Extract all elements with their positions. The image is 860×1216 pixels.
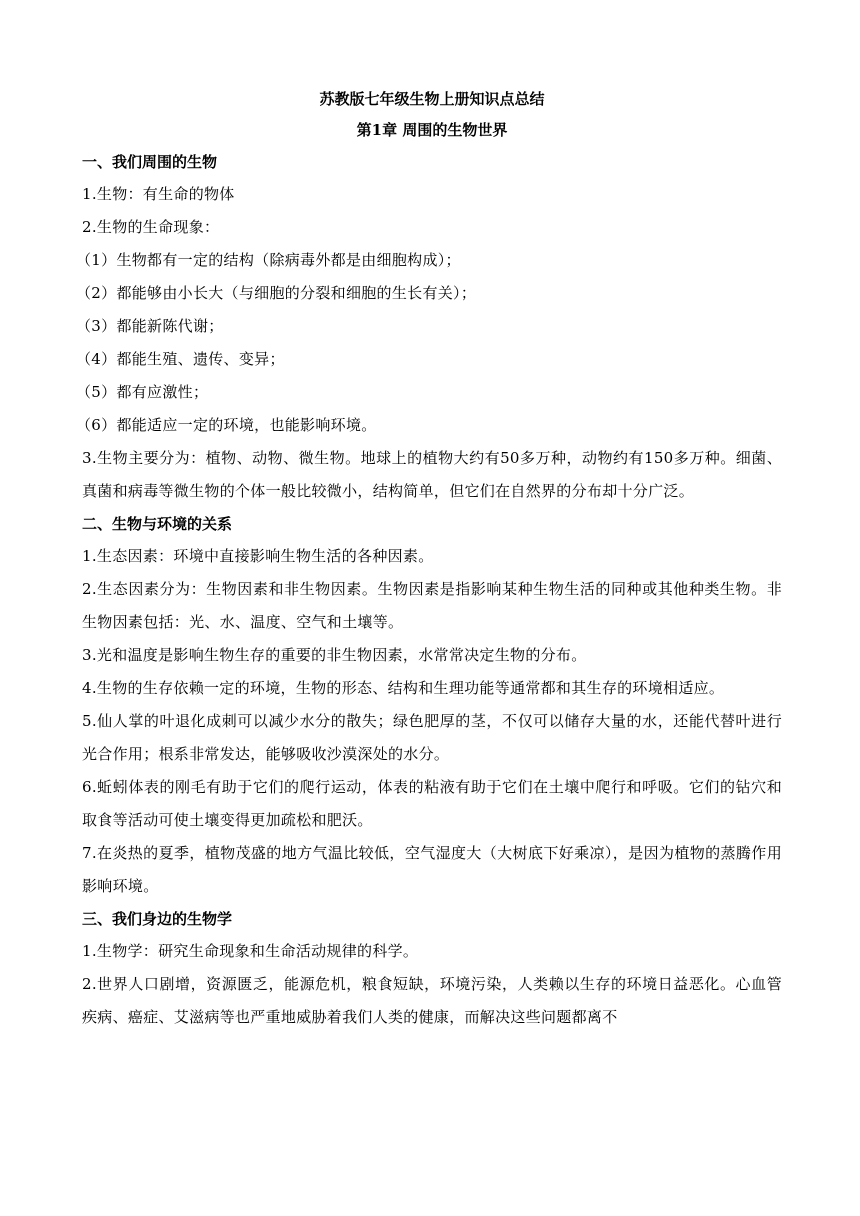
list-item: （3）都能新陈代谢； (76, 317, 224, 335)
list-item: （4）都能生殖、遗传、变异； (76, 350, 285, 368)
paragraph: 2.生物的生命现象： (82, 218, 220, 236)
paragraph: 7.在炎热的夏季，植物茂盛的地方气温比较低，空气湿度大（大树底下好乘凉），是因为植物的蒸腾作用影响环境。 (82, 844, 782, 895)
section-heading: 二、生物与环境的关系 (82, 515, 233, 533)
list-item: （1）生物都有一定的结构（除病毒外都是由细胞构成）； (76, 251, 461, 269)
paragraph: 5.仙人掌的叶退化成刺可以减少水分的散失；绿色肥厚的茎，不仅可以储存大量的水，还能代替叶进行光合作用；根系非常发达，能够吸收沙漠深处的水分。 (82, 712, 782, 763)
section-heading: 三、我们身边的生物学 (82, 910, 233, 928)
section-3 (82, 903, 782, 1034)
document-page (76, 84, 782, 1034)
paragraph: 1.生物学：研究生命现象和生命活动规律的科学。 (82, 942, 419, 960)
paragraph: 6.蚯蚓体表的刚毛有助于它们的爬行运动，体表的粘液有助于它们在土壤中爬行和呼吸。它们的钻穴和取食等活动可使土壤变得更加疏松和肥沃。 (82, 778, 782, 829)
list-item: （6）都能适应一定的环境，也能影响环境。 (76, 416, 377, 434)
paragraph: 1.生态因素：环境中直接影响生物生活的各种因素。 (82, 547, 434, 565)
document-title: 苏教版七年级生物上册知识点总结 (319, 90, 545, 108)
chapter-title: 第1章 周围的生物世界 (356, 121, 508, 139)
paragraph: 2.世界人口剧增，资源匮乏，能源危机，粮食短缺，环境污染，人类赖以生存的环境日益恶化。心血管疾病、癌症、艾滋病等也严重地威胁着我们人类的健康，而解决这些问题都离不 (82, 975, 782, 1026)
list-item: （5）都有应激性； (76, 383, 209, 401)
section-heading: 一、我们周围的生物 (82, 153, 218, 171)
paragraph: 1.生物：有生命的物体 (82, 185, 235, 203)
paragraph: 2.生态因素分为：生物因素和非生物因素。生物因素是指影响某种生物生活的同种或其他种类生物。非生物因素包括：光、水、温度、空气和土壤等。 (82, 580, 782, 631)
paragraph: 3.生物主要分为：植物、动物、微生物。地球上的植物大约有50多万种，动物约有150多万种。细菌、真菌和病毒等微生物的个体一般比较微小，结构简单，但它们在自然界的分布却十分广泛。 (82, 449, 782, 500)
section-1 (76, 146, 782, 508)
paragraph: 4.生物的生存依赖一定的环境，生物的形态、结构和生理功能等通常都和其生存的环境相适应。 (82, 679, 725, 697)
section-2 (82, 508, 782, 903)
paragraph: 3.光和温度是影响生物生存的重要的非生物因素，水常常决定生物的分布。 (82, 646, 587, 664)
list-item: （2）都能够由小长大（与细胞的分裂和细胞的生长有关）； (76, 284, 477, 302)
